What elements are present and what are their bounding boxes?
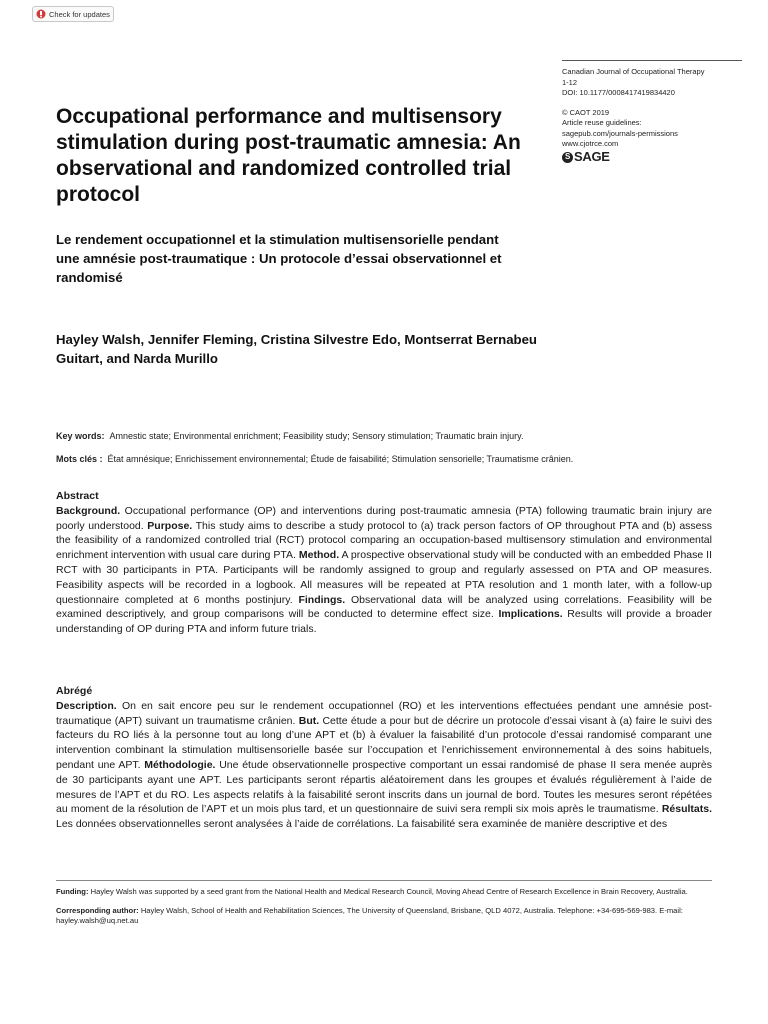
sage-logo [562,148,742,164]
funding-note [56,887,712,898]
key-words [56,430,726,442]
abrege-resultats: Les données observationnelles seront analysées à l’aide de corrélations. La faisabilité sera examinée de manière descriptive et des [56,818,668,831]
abrege-heading: Abrégé [56,685,93,697]
abstract-background-label: Background. [56,504,121,517]
journal-info [562,60,742,163]
abrege-methodologie: Une étude observationnelle prospective comportant un essai randomisé de phase II sera menée auprès de 30 participants ayant une APT. Les participants seront répartis aléatoirement dans les groupes et évalués régulièrement à l’aide de mesures de l’APT et du RO. Les aspects relatifs à la faisabilité seront inscrits dans un journal de bord. Toutes les mesures seront répétées au moment de la résolution de l’APT et un mois plus tard, et un questionnaire de suivi sera rempli six mois après le traumatisme. [56,758,713,816]
abstract-french [56,684,712,832]
abstract-heading: Abstract [56,490,99,502]
funding-text: Hayley Walsh was supported by a seed grant from the National Health and Medical Research Council, Moving Ahead Centre of Research Excellence in Brain Recovery, Australia. [90,887,688,896]
article-title: Occupational performance and multisensory stimulation during post-traumatic amnesia: An observational and randomized controlled trial protocol [56,105,521,206]
sage-logo-icon: S [562,152,573,163]
journal-website[interactable]: www.cjotrce.com [562,139,619,148]
key-words-label: Key words: [56,431,105,441]
corresponding-author-text: Hayley Walsh, School of Health and Rehabilitation Sciences, The University of Queensland, Brisbane, QLD 4072, Australia. Telephone: +34-695-569-983. E-mail: hayley.walsh@uq.net.au [56,905,683,925]
article-subtitle-french: Le rendement occupationnel et la stimulation multisensorielle pendant une amnésie post-traumatique : Un protocole d’essai observationnel et randomisé [56,232,502,285]
corresponding-author-label: Corresponding author: [56,905,139,915]
abstract-findings-label: Findings. [298,593,346,606]
footnotes [56,880,712,935]
check-for-updates-label: Check for updates [49,9,110,19]
journal-doi[interactable]: DOI: 10.1177/0008417419834420 [562,88,675,97]
abstract-method: A prospective observational study will be conducted with an embedded Phase II RCT with 30 participants in PTA. Participants will be randomly assigned to group and regularly assessed on PTA and OP measures. Feasibility aspects will be recorded in a logbook. All measures will be repeated at PTA resolution and 1 month later, with a follow-up questionnaire completed at 6 months postinjury. [56,549,713,606]
journal-pages: 1-12 [562,77,578,87]
abrege-description-label: Description. [56,699,117,712]
journal-reuse-url[interactable]: sagepub.com/journals-permissions [562,128,678,138]
abrege-description: On en sait encore peu sur le rendement occupationnel (RO) et les interventions effectuées pendant une amnésie post-traumatique (APT) suivant un traumatisme crânien. [56,699,712,727]
abstract-purpose: This study aims to describe a study protocol to (a) track person factors of OP throughout PTA and (b) assess the feasibility of a randomized controlled trial (RCT) protocol comparing an occupation-based multisensory stimulation and environmental enrichment intervention with usual care during PTA. [56,519,712,562]
abrege-methodologie-label: Méthodologie. [144,758,216,771]
key-words-text: Amnestic state; Environmental enrichment; Feasibility study; Sensory stimulation; Traumatic brain injury. [109,431,524,441]
author-list: Hayley Walsh, Jennifer Fleming, Cristina Silvestre Edo, Montserrat Bernabeu Guitart, and Narda Murillo [56,332,537,366]
mots-cles-label: Mots clés : [56,454,103,464]
abstract-implications-label: Implications. [498,608,563,621]
abstract-findings: Observational data will be analyzed using correlations. Feasibility will be examined descriptively, and group comparisons will be conducted to determine effect size. [56,593,712,621]
corresponding-author-note [56,906,712,927]
check-for-updates-icon [36,9,46,19]
abrege-but: Cette étude a pour but de décrire un protocole d’essai visant à (a) faire le suivi des facteurs du RO liés à la personne tout au long d’une APT et (b) à évaluer la faisabilité d’un protocole d’essai randomisé comparant une intervention combinant la stimulation multisensorielle basée sur l’occupation et l’enrichissement environnemental à des soins habituels, pendant une APT. [56,714,713,771]
funding-label: Funding: [56,887,89,896]
abstract-purpose-label: Purpose. [147,519,193,532]
journal-reuse: Article reuse guidelines: [562,118,642,127]
check-for-updates-button[interactable] [32,6,114,22]
journal-copyright: © CAOT 2019 [562,107,610,117]
sage-logo-text: SAGE [574,148,610,164]
abrege-but-label: But. [298,714,320,727]
abstract-method-label: Method. [298,549,340,562]
abstract-background: Occupational performance (OP) and interventions during post-traumatic amnesia (PTA) following traumatic brain injury are poorly understood. [56,504,712,532]
mots-cles-text: État amnésique; Enrichissement environnemental; Étude de faisabilité; Stimulation sensorielle; Traumatisme crânien. [107,454,574,464]
journal-name: Canadian Journal of Occupational Therapy [562,67,705,76]
mots-cles [56,453,726,465]
abrege-resultats-label: Résultats. [661,803,712,816]
abstract-implications: Results will provide a broader understanding of OP during PTA and inform future trials. [56,608,712,636]
abstract-english [56,489,712,637]
